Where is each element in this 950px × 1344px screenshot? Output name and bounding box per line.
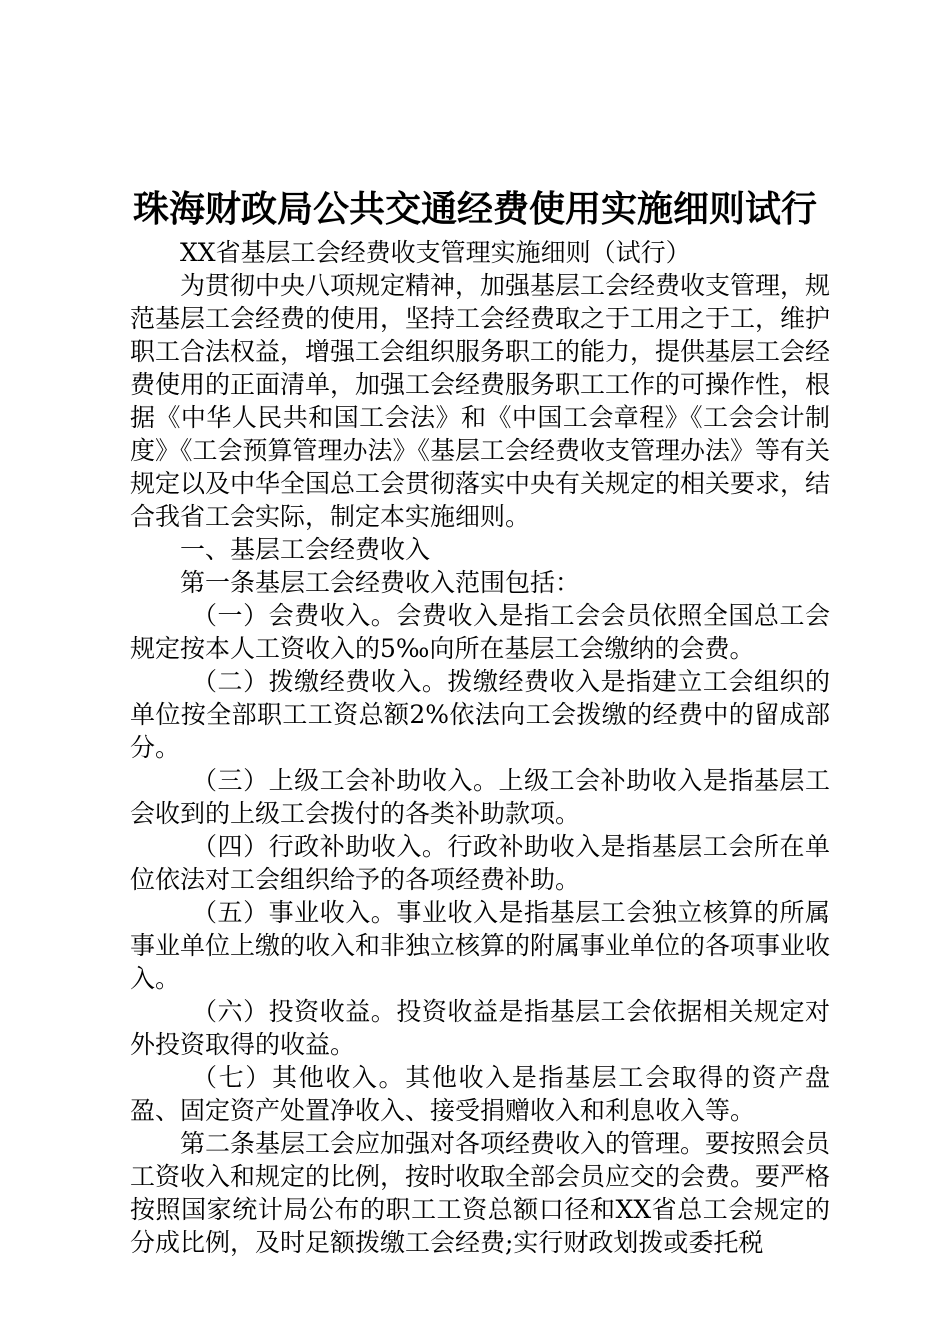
preamble-paragraph: 为贯彻中央八项规定精神，加强基层工会经费收支管理，规范基层工会经费的使用，坚持工会经费取之于工用之于工，维护职工合法权益，增强工会组织服务职工的能力，提供基层工会经费使用的正面清单，加强工会经费服务职工工作的可操作性，根据《中华人民共和国工会法》和《中国工会章程》《工会会计制度》《工会预算管理办法》《基层工会经费收支管理办法》等有关规定以及中华全国总工会贯彻落实中央有关规定的相关要求，结合我省工会实际，制定本实施细则。: [130, 271, 831, 531]
item-paragraph: （四）行政补助收入。行政补助收入是指基层工会所在单位依法对工会组织给予的各项经费补助。: [130, 832, 830, 894]
item-paragraph: （五）事业收入。事业收入是指基层工会独立核算的所属事业单位上缴的收入和非独立核算的附属事业单位的各项事业收入。: [130, 898, 831, 993]
document-title: 珠海财政局公共交通经费使用实施细则试行: [132, 189, 817, 230]
item-paragraph: （二）拨缴经费收入。拨缴经费收入是指建立工会组织的单位按全部职工工资总额2%依法向工会拨缴的经费中的留成部分。: [130, 667, 830, 762]
article-two-paragraph: 第二条基层工会应加强对各项经费收入的管理。要按照会员工资收入和规定的比例，按时收取全部会员应交的会费。要严格按照国家统计局公布的职工工资总额口径和XX省总工会规定的分成比例，及时足额拨缴工会经费;实行财政划拨或委托税: [130, 1129, 831, 1257]
section-heading: 一、基层工会经费收入: [180, 535, 431, 564]
article-one-paragraph: 第一条基层工会经费收入范围包括：: [180, 568, 581, 597]
item-paragraph: （六）投资收益。投资收益是指基层工会依据相关规定对外投资取得的收益。: [130, 997, 830, 1059]
subtitle-paragraph: XX省基层工会经费收支管理实施细则（试行）: [180, 238, 691, 267]
document-body: [130, 236, 830, 1259]
item-paragraph: （七）其他收入。其他收入是指基层工会取得的资产盘盈、固定资产处置净收入、接受捐赠收入和利息收入等。: [130, 1063, 830, 1125]
item-paragraph: （一）会费收入。会费收入是指工会会员依照全国总工会规定按本人工资收入的5‰向所在基层工会缴纳的会费。: [130, 601, 830, 663]
item-paragraph: （三）上级工会补助收入。上级工会补助收入是指基层工会收到的上级工会拨付的各类补助款项。: [130, 766, 830, 828]
